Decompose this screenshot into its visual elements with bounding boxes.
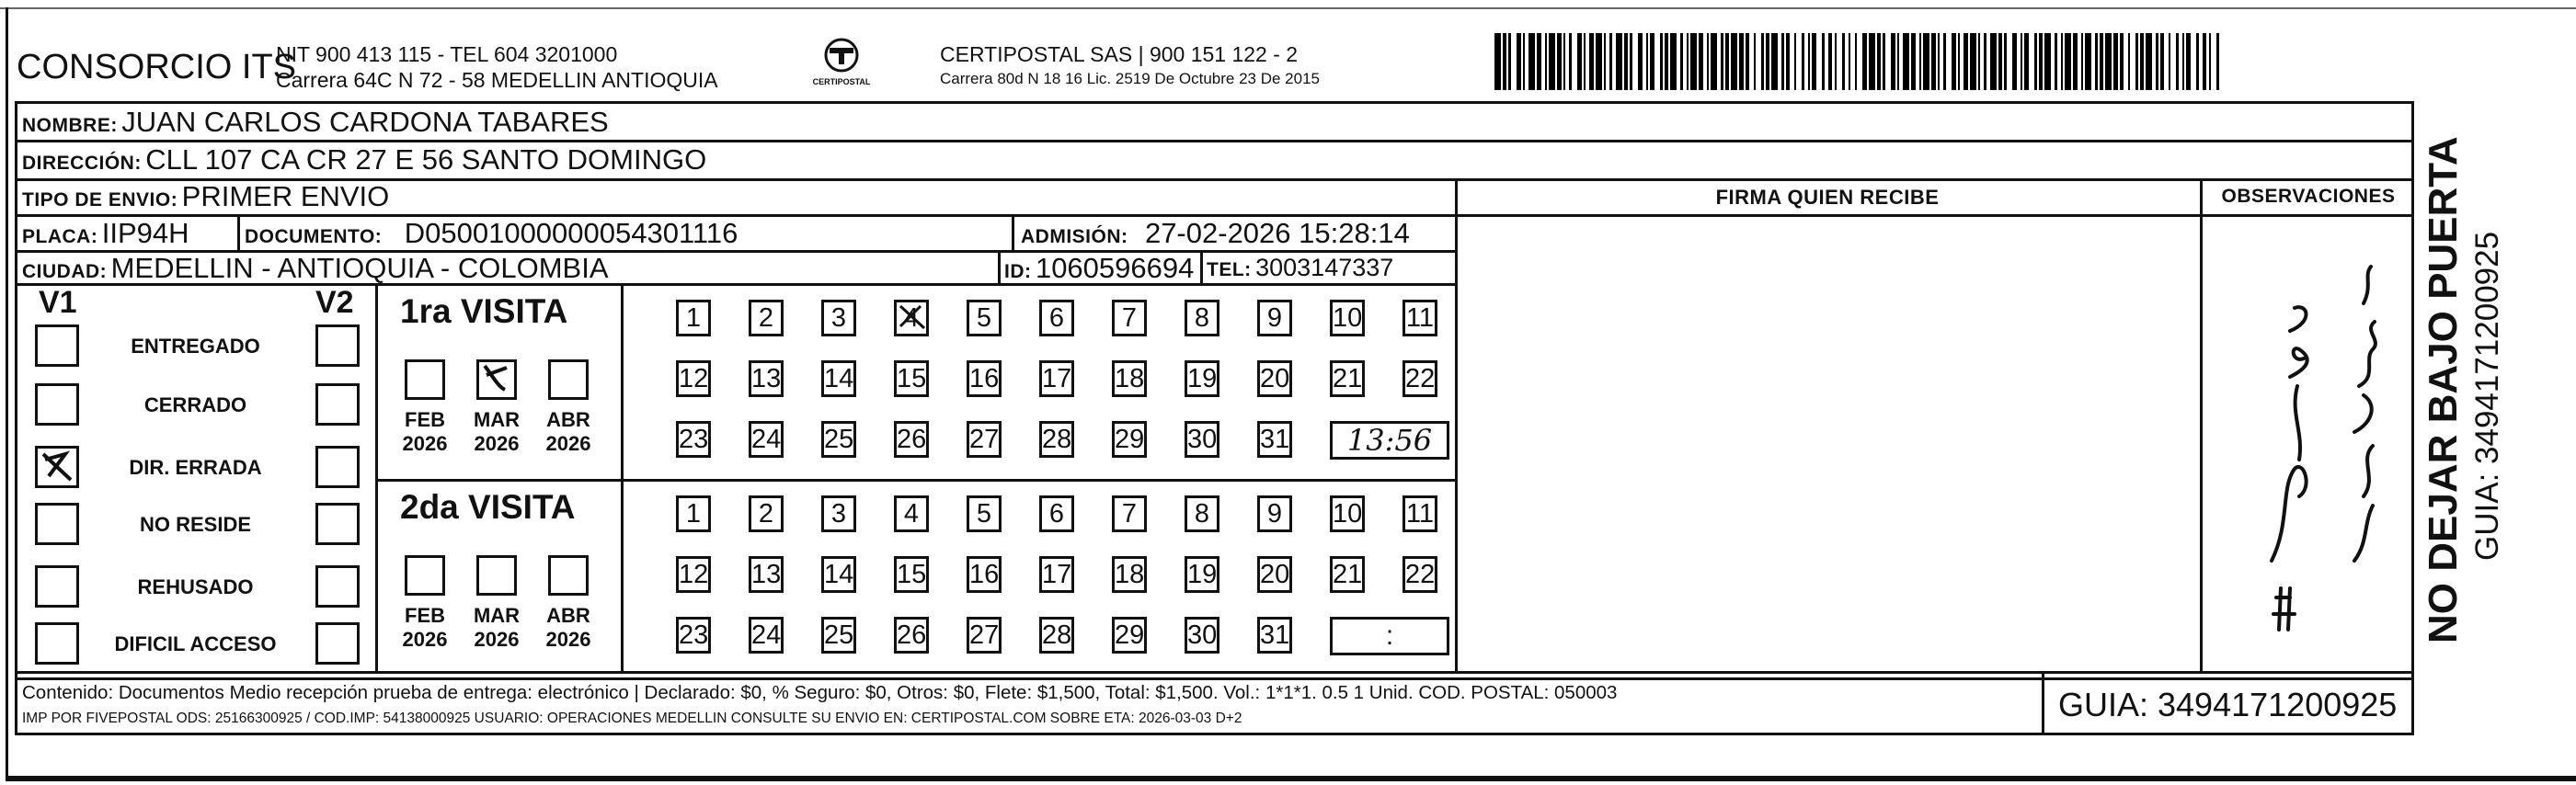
barcode-bar bbox=[1978, 33, 1980, 90]
day-cell[interactable]: 21 bbox=[1330, 556, 1365, 593]
direccion-row bbox=[22, 143, 706, 176]
company-nit: NIT 900 413 115 - TEL 604 3201000 bbox=[276, 42, 618, 66]
visit-time-box[interactable]: : bbox=[1330, 617, 1449, 655]
v2-checkbox[interactable] bbox=[315, 446, 360, 488]
day-cell[interactable]: 2 bbox=[749, 300, 784, 336]
day-cell[interactable]: 7 bbox=[1112, 300, 1147, 336]
day-cell[interactable]: 26 bbox=[894, 617, 929, 654]
tipo-envio-row bbox=[22, 180, 389, 213]
month-year-label: 2026 bbox=[474, 628, 520, 651]
day-cell[interactable]: 20 bbox=[1257, 360, 1292, 397]
barcode-bar bbox=[1528, 33, 1535, 90]
day-cell[interactable]: 13 bbox=[749, 556, 784, 593]
barcode-bar bbox=[1731, 33, 1737, 90]
barcode-bar bbox=[1897, 33, 1899, 90]
barcode-bar bbox=[2169, 33, 2170, 90]
barcode-bar bbox=[1680, 33, 1682, 90]
visit-divider bbox=[375, 479, 1455, 482]
barcode-bar bbox=[1609, 33, 1611, 90]
placa-label: PLACA: bbox=[22, 226, 98, 247]
barcode-bar bbox=[1842, 33, 1844, 90]
barcode-bar bbox=[1707, 33, 1709, 90]
barcode-bar bbox=[2196, 33, 2198, 90]
barcode-bar bbox=[1638, 33, 1642, 90]
barcode-bar bbox=[2105, 33, 2112, 90]
barcode-bar bbox=[2146, 33, 2152, 90]
barcode-bar bbox=[1984, 33, 1986, 90]
day-cell[interactable]: 27 bbox=[967, 617, 1002, 654]
barcode-bar bbox=[1494, 33, 1501, 90]
ciudad-label: CIUDAD: bbox=[22, 261, 108, 282]
barcode-bar bbox=[2113, 33, 2117, 90]
check-mark-icon bbox=[479, 362, 514, 397]
month-label: MAR bbox=[473, 408, 521, 431]
tel-value: 3003147337 bbox=[1255, 254, 1394, 281]
day-cell[interactable]: 9 bbox=[1257, 300, 1292, 336]
admision-value: 27-02-2026 15:28:14 bbox=[1144, 217, 1410, 249]
barcode-bar bbox=[1604, 33, 1606, 90]
day-cell[interactable]: 16 bbox=[967, 556, 1002, 593]
observaciones-header: OBSERVACIONES bbox=[2221, 186, 2396, 207]
barcode-bar bbox=[1690, 33, 1697, 90]
v1-checkbox[interactable] bbox=[35, 446, 79, 488]
barcode-bar bbox=[2186, 33, 2190, 90]
footer-left-edge bbox=[15, 671, 17, 735]
ciudad-value: MEDELLIN - ANTIOQUIA - COLOMBIA bbox=[110, 252, 609, 284]
barcode-bar bbox=[2065, 33, 2071, 90]
status-label: NO RESIDE bbox=[139, 513, 252, 536]
direccion-label: DIRECCIÓN: bbox=[22, 153, 142, 174]
v2-checkbox[interactable] bbox=[315, 324, 360, 367]
barcode-bar bbox=[2085, 33, 2091, 90]
side-warning: NO DEJAR BAJO PUERTA bbox=[2421, 136, 2466, 643]
v1-checkbox[interactable] bbox=[35, 383, 79, 426]
side-guia: GUIA: 3494171200925 bbox=[2469, 231, 2505, 561]
day-cell[interactable]: 26 bbox=[894, 421, 929, 458]
barcode-bar bbox=[1822, 33, 1824, 90]
day-cell[interactable]: 28 bbox=[1039, 617, 1074, 654]
v2-checkbox[interactable] bbox=[315, 622, 360, 665]
day-cell[interactable]: 8 bbox=[1185, 495, 1219, 532]
barcode-bar bbox=[2128, 33, 2130, 90]
barcode-bar bbox=[1577, 33, 1581, 90]
barcode-bar bbox=[2073, 33, 2077, 90]
barcode-bar bbox=[1660, 33, 1662, 90]
day-cell[interactable]: 24 bbox=[749, 617, 784, 654]
barcode-bar bbox=[1812, 33, 1815, 90]
certipostal-logo bbox=[809, 37, 874, 97]
barcode-bar bbox=[2004, 33, 2006, 90]
v1-checkbox[interactable] bbox=[35, 503, 79, 545]
barcode-bar bbox=[1963, 33, 1967, 90]
barcode-bar bbox=[1670, 33, 1677, 90]
barcode-bar bbox=[1862, 33, 1866, 90]
barcode-bar bbox=[1923, 33, 1929, 90]
documento-label: DOCUMENTO: bbox=[245, 226, 383, 247]
barcode-bar bbox=[1835, 33, 1837, 90]
barcode-bar bbox=[1990, 33, 1997, 90]
v1-header: V1 bbox=[39, 285, 77, 320]
day-cell[interactable]: 13 bbox=[749, 360, 784, 397]
id-field bbox=[1004, 252, 1194, 285]
day-cell[interactable]: 29 bbox=[1112, 421, 1147, 458]
day-cell[interactable]: 3 bbox=[821, 495, 856, 532]
day-cell[interactable]: 19 bbox=[1185, 556, 1219, 593]
row-line bbox=[15, 671, 2414, 674]
footer-imp: IMP POR FIVEPOSTAL ODS: 25166300925 / COD.IMP: 54138000925 USUARIO: OPERACIONES MEDELLIN CONSULTE SU ENVIO EN: CERTIPOSTAL.COM SOBRE ETA: 2026-03-03 D+2 bbox=[22, 711, 1242, 726]
column-line bbox=[1455, 178, 1458, 671]
barcode-bar bbox=[1828, 33, 1832, 90]
barcode-bar bbox=[1646, 33, 1648, 90]
v2-checkbox[interactable] bbox=[315, 565, 360, 608]
day-cell[interactable]: 11 bbox=[1402, 300, 1437, 336]
day-cell[interactable]: 11 bbox=[1402, 495, 1437, 532]
barcode-bar bbox=[1650, 33, 1654, 90]
tel-label: TEL: bbox=[1207, 259, 1252, 280]
barcode-bar bbox=[2209, 33, 2211, 90]
barcode-bar bbox=[1665, 33, 1668, 90]
barcode-bar bbox=[2182, 33, 2184, 90]
carrier-line: CERTIPOSTAL SAS | 900 151 122 - 2 bbox=[940, 42, 1299, 66]
barcode-bar bbox=[1786, 33, 1790, 90]
day-cell[interactable]: 12 bbox=[676, 556, 711, 593]
month-checkbox[interactable] bbox=[548, 555, 589, 596]
column-line bbox=[621, 283, 624, 671]
ciudad-field bbox=[22, 252, 609, 285]
day-cell[interactable]: 10 bbox=[1330, 495, 1365, 532]
day-cell[interactable]: 14 bbox=[821, 556, 856, 593]
placa-value: IIP94H bbox=[101, 217, 189, 249]
barcode-bar bbox=[1557, 33, 1561, 90]
day-cell[interactable]: 28 bbox=[1039, 421, 1074, 458]
month-year-label: 2026 bbox=[402, 628, 448, 651]
barcode-bar bbox=[2120, 33, 2124, 90]
footer-divider bbox=[2042, 671, 2044, 735]
barcode-bar bbox=[1537, 33, 1540, 90]
month-year-label: 2026 bbox=[402, 432, 448, 455]
day-cell[interactable]: 25 bbox=[821, 617, 856, 654]
day-cell[interactable]: 5 bbox=[967, 495, 1002, 532]
day-cell[interactable]: 14 bbox=[821, 360, 856, 397]
day-cell[interactable]: 15 bbox=[894, 556, 929, 593]
barcode-bar bbox=[1721, 33, 1723, 90]
company-address: Carrera 64C N 72 - 58 MEDELLIN ANTIOQUIA bbox=[276, 68, 718, 92]
tipo-envio-value: PRIMER ENVIO bbox=[181, 180, 390, 212]
barcode-bar bbox=[1919, 33, 1921, 90]
barcode-bar bbox=[1503, 33, 1506, 90]
month-label: ABR bbox=[546, 408, 590, 431]
barcode-bar bbox=[1517, 33, 1520, 90]
month-year-label: 2026 bbox=[545, 432, 591, 455]
left-edge-line bbox=[6, 7, 8, 779]
check-mark-icon bbox=[38, 449, 76, 485]
barcode-bar bbox=[1958, 33, 1960, 90]
visit-title: 1ra VISITA bbox=[400, 292, 568, 330]
barcode-bar bbox=[2024, 33, 2028, 90]
v1-checkbox[interactable] bbox=[35, 565, 79, 608]
barcode-bar bbox=[1725, 33, 1729, 90]
footer-guia: GUIA: 3494171200925 bbox=[2058, 686, 2398, 723]
barcode-bar bbox=[2095, 33, 2097, 90]
day-cell[interactable]: 31 bbox=[1257, 617, 1292, 654]
day-cell[interactable]: 2 bbox=[749, 495, 784, 532]
admision-label: ADMISIÓN: bbox=[1021, 226, 1128, 247]
firma-header: FIRMA QUIEN RECIBE bbox=[1715, 186, 1940, 209]
barcode-bar bbox=[2044, 33, 2051, 90]
column-line bbox=[237, 214, 240, 250]
day-cell[interactable]: 23 bbox=[676, 617, 711, 654]
day-cell[interactable]: 27 bbox=[967, 421, 1002, 458]
month-label: FEB bbox=[405, 604, 445, 627]
barcode-bar bbox=[2039, 33, 2043, 90]
day-cell[interactable]: 17 bbox=[1039, 556, 1074, 593]
barcode-bar bbox=[1883, 33, 1884, 90]
status-label: DIFICIL ACCESO bbox=[114, 632, 277, 655]
day-cell[interactable]: 1 bbox=[676, 300, 711, 336]
barcode-bar bbox=[2061, 33, 2063, 90]
day-cell[interactable]: 19 bbox=[1185, 360, 1219, 397]
tipo-envio-label: TIPO DE ENVIO: bbox=[22, 189, 178, 210]
admision-field bbox=[1021, 217, 1410, 250]
barcode-bar bbox=[1794, 33, 1796, 90]
day-cell[interactable]: 25 bbox=[821, 421, 856, 458]
status-label: DIR. ERRADA bbox=[129, 456, 262, 479]
visit-time-box[interactable]: 13:56 bbox=[1330, 421, 1449, 460]
day-cell[interactable]: 21 bbox=[1330, 360, 1365, 397]
day-cell[interactable]: 15 bbox=[894, 360, 929, 397]
logo-caption: CERTIPOSTAL bbox=[812, 77, 871, 86]
barcode-bar bbox=[1584, 33, 1586, 90]
barcode-bar bbox=[1508, 33, 1510, 90]
month-year-label: 2026 bbox=[545, 628, 591, 651]
v1-checkbox[interactable] bbox=[35, 324, 79, 367]
day-cell[interactable]: 30 bbox=[1185, 421, 1219, 458]
status-label: REHUSADO bbox=[137, 575, 254, 598]
barcode-bar bbox=[2140, 33, 2144, 90]
barcode-bar bbox=[1781, 33, 1783, 90]
month-label: ABR bbox=[546, 604, 590, 627]
month-label: FEB bbox=[405, 408, 445, 431]
footer-bottom bbox=[15, 733, 2414, 735]
v1-checkbox[interactable] bbox=[35, 622, 79, 665]
month-checkbox[interactable] bbox=[405, 359, 445, 400]
nombre-label: NOMBRE: bbox=[22, 115, 118, 136]
footer-contenido: Contenido: Documentos Medio recepción prueba de entrega: electrónico | Declarado: $0, % Seguro: $0, Otros: $0, Flete: $1,500, Total: $1,500. Vol.: 1*1*1. 0.5 1 Unid. COD. POSTAL: 050003 bbox=[22, 682, 1618, 703]
barcode-bar bbox=[1624, 33, 1628, 90]
barcode-bar bbox=[1549, 33, 1555, 90]
day-cell[interactable]: 9 bbox=[1257, 495, 1292, 532]
visit-title: 2da VISITA bbox=[400, 488, 576, 526]
day-cell[interactable]: 12 bbox=[676, 360, 711, 397]
barcode-bar bbox=[1998, 33, 2002, 90]
day-cell[interactable]: 30 bbox=[1185, 617, 1219, 654]
barcode-bar bbox=[1855, 33, 1857, 90]
barcode-bar bbox=[1877, 33, 1881, 90]
footer-right-edge bbox=[2411, 671, 2414, 735]
barcode-bar bbox=[2012, 33, 2016, 90]
barcode-bar bbox=[1589, 33, 1593, 90]
barcode-bar bbox=[1687, 33, 1689, 90]
row-line bbox=[2200, 214, 2414, 217]
barcode-bar bbox=[1699, 33, 1702, 90]
barcode-bar bbox=[1523, 33, 1525, 90]
row-line bbox=[15, 140, 2414, 142]
barcode-bar bbox=[1761, 33, 1763, 90]
barcode-bar bbox=[2135, 33, 2137, 90]
barcode-bar bbox=[2156, 33, 2158, 90]
barcode-bar bbox=[2176, 33, 2178, 90]
day-cell[interactable]: 24 bbox=[749, 421, 784, 458]
v2-header: V2 bbox=[315, 285, 354, 320]
barcode-bar bbox=[1970, 33, 1976, 90]
barcode-bar bbox=[1746, 33, 1749, 90]
row-line bbox=[1283, 250, 1455, 253]
observaciones-text bbox=[2226, 248, 2227, 249]
v2-checkbox[interactable] bbox=[315, 383, 360, 426]
nombre-value: JUAN CARLOS CARDONA TABARES bbox=[121, 106, 609, 138]
barcode-bar bbox=[1545, 33, 1547, 90]
month-year-label: 2026 bbox=[474, 432, 520, 455]
column-line bbox=[1012, 214, 1014, 250]
barcode-bar bbox=[1739, 33, 1743, 90]
day-cell[interactable]: 31 bbox=[1257, 421, 1292, 458]
bottom-edge-line bbox=[6, 776, 2576, 781]
barcode-bar bbox=[1911, 33, 1915, 90]
barcode-bar bbox=[1596, 33, 1602, 90]
day-cell[interactable]: 4 bbox=[894, 300, 929, 336]
barcode-bar bbox=[1952, 33, 1955, 90]
day-cell[interactable]: 29 bbox=[1112, 617, 1147, 654]
barcode-bar bbox=[2055, 33, 2056, 90]
day-cell[interactable]: 1 bbox=[676, 495, 711, 532]
month-checkbox[interactable] bbox=[476, 359, 517, 400]
day-cell[interactable]: 3 bbox=[821, 300, 856, 336]
barcode-bar bbox=[1771, 33, 1778, 90]
barcode-bar bbox=[2081, 33, 2083, 90]
day-cell[interactable]: 4 bbox=[894, 495, 929, 532]
barcode bbox=[1494, 0, 2230, 101]
barcode-bar bbox=[1943, 33, 1945, 90]
barcode-bar bbox=[1802, 33, 1803, 90]
day-cell[interactable]: 6 bbox=[1039, 495, 1074, 532]
day-cell[interactable]: 22 bbox=[1402, 360, 1437, 397]
column-line bbox=[1200, 250, 1203, 283]
check-mark-icon bbox=[897, 302, 928, 334]
status-label: CERRADO bbox=[143, 393, 247, 416]
barcode-bar bbox=[1903, 33, 1909, 90]
id-value: 1060596694 bbox=[1035, 252, 1195, 284]
barcode-bar bbox=[1891, 33, 1895, 90]
month-checkbox[interactable] bbox=[405, 555, 445, 596]
barcode-bar bbox=[2203, 33, 2206, 90]
day-cell[interactable]: 10 bbox=[1330, 300, 1365, 336]
barcode-bar bbox=[1630, 33, 1631, 90]
column-line bbox=[998, 250, 1001, 283]
day-cell[interactable]: 23 bbox=[676, 421, 711, 458]
tel-field bbox=[1207, 254, 1393, 282]
direccion-value: CLL 107 CA CR 27 E 56 SANTO DOMINGO bbox=[145, 143, 707, 176]
barcode-bar bbox=[1808, 33, 1810, 90]
barcode-bar bbox=[1869, 33, 1875, 90]
barcode-bar bbox=[1766, 33, 1769, 90]
day-cell[interactable]: 18 bbox=[1112, 360, 1147, 397]
month-label: MAR bbox=[473, 604, 521, 627]
day-cell[interactable]: 6 bbox=[1039, 300, 1074, 336]
column-line bbox=[375, 283, 378, 671]
day-cell[interactable]: 20 bbox=[1257, 556, 1292, 593]
barcode-bar bbox=[1569, 33, 1571, 90]
day-cell[interactable]: 7 bbox=[1112, 495, 1147, 532]
documento-value: D05001000000054301116 bbox=[404, 217, 738, 249]
nombre-row bbox=[22, 106, 609, 139]
documento-field bbox=[245, 217, 738, 250]
barcode-bar bbox=[1754, 33, 1756, 90]
barcode-bar bbox=[2160, 33, 2164, 90]
barcode-bar bbox=[1931, 33, 1935, 90]
status-label: ENTREGADO bbox=[131, 335, 260, 358]
barcode-bar bbox=[1616, 33, 1622, 90]
column-line bbox=[2200, 178, 2203, 671]
barcode-bar bbox=[2216, 33, 2218, 90]
barcode-bar bbox=[2100, 33, 2103, 90]
id-label: ID: bbox=[1004, 261, 1032, 282]
v2-checkbox[interactable] bbox=[315, 503, 360, 545]
day-cell[interactable]: 8 bbox=[1185, 300, 1219, 336]
day-cell[interactable]: 17 bbox=[1039, 360, 1074, 397]
month-checkbox[interactable] bbox=[476, 555, 517, 596]
barcode-bar bbox=[1711, 33, 1717, 90]
day-cell[interactable]: 5 bbox=[967, 300, 1002, 336]
barcode-bar bbox=[1849, 33, 1850, 90]
barcode-bar bbox=[1938, 33, 1940, 90]
observaciones-handwriting bbox=[2226, 248, 2410, 653]
day-cell[interactable]: 22 bbox=[1402, 556, 1437, 593]
placa-field bbox=[22, 217, 189, 250]
month-checkbox[interactable] bbox=[548, 359, 589, 400]
barcode-bar bbox=[1563, 33, 1565, 90]
barcode-bar bbox=[2021, 33, 2022, 90]
day-cell[interactable]: 16 bbox=[967, 360, 1002, 397]
company-name: CONSORCIO ITS bbox=[17, 48, 297, 86]
barcode-bar bbox=[2034, 33, 2036, 90]
day-cell[interactable]: 18 bbox=[1112, 556, 1147, 593]
license-line: Carrera 80d N 18 16 Lic. 2519 De Octubre 23 De 2015 bbox=[940, 70, 1320, 87]
